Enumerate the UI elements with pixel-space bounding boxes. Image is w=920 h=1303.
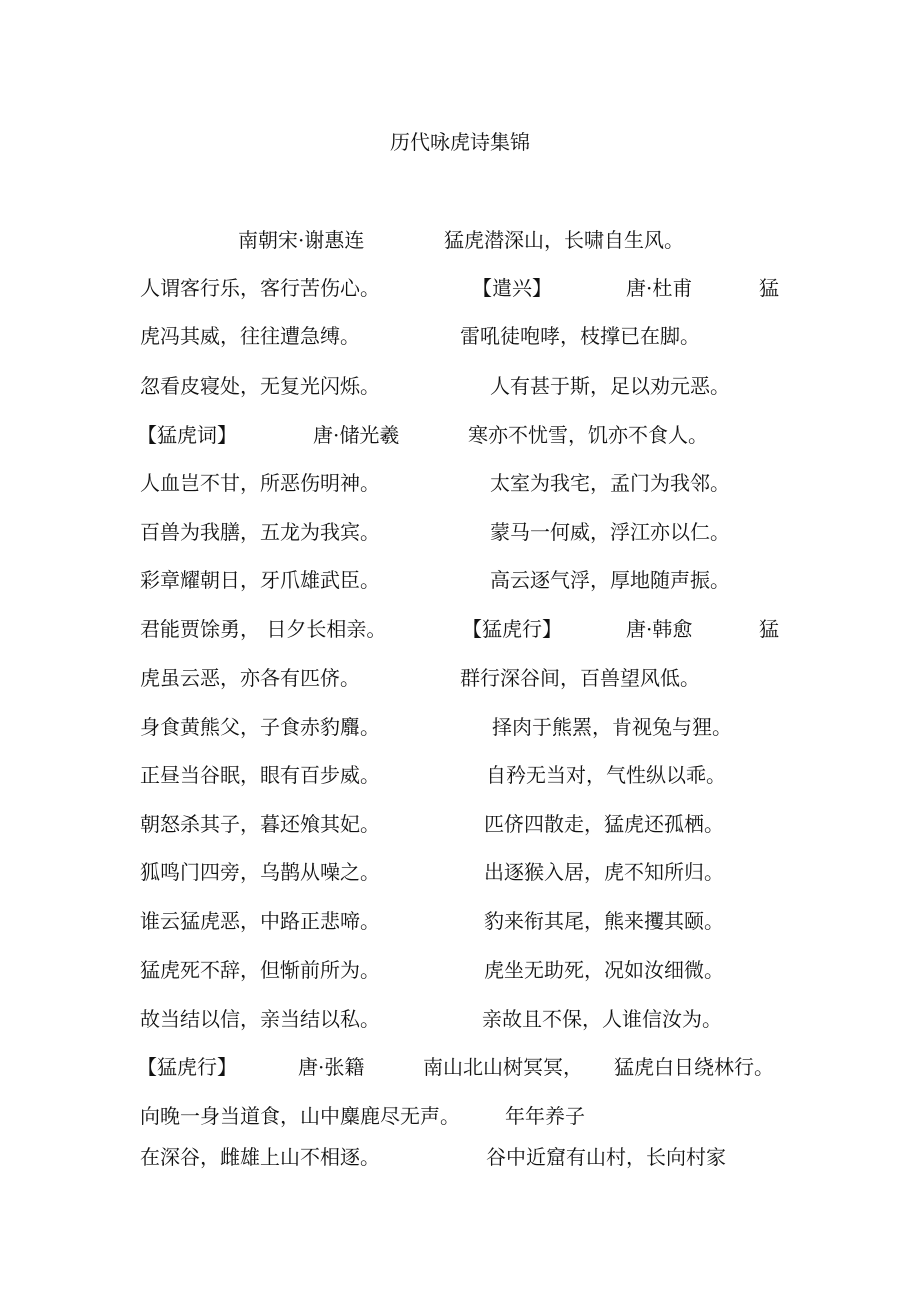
poem-title: 【猛虎行】 [462,617,562,641]
verse-text: 虎冯其威，往往遭急缚。 [140,324,360,348]
verse-text: 虎坐无助死，况如汝细微。 [484,958,724,982]
poem-line [0,1142,920,1172]
poem-line [0,565,920,595]
poem-line [0,468,920,498]
verse-text: 人谓客行乐，客行苦伤心。 [140,276,380,300]
poem-line [0,225,920,255]
verse-text: 亲故且不保，人谁信汝为。 [482,1007,722,1031]
poem-line [0,517,920,547]
verse-text: 在深谷，雌雄上山不相逐。 [140,1145,380,1169]
verse-text: 蒙马一何威，浮江亦以仁。 [490,520,730,544]
poem-line [0,1004,920,1034]
poem-line [0,955,920,985]
verse-text: 雷吼徒咆哮，枝撑已在脚。 [460,324,700,348]
verse-text: 正昼当谷眠，眼有百步威。 [140,763,380,787]
verse-text: 猛虎潜深山，长啸自生风。 [444,228,684,252]
author-attribution: 唐·储光羲 [313,423,400,447]
poem-line [0,857,920,887]
verse-text: 忽看皮寝处，无复光闪烁。 [140,374,380,398]
verse-text: 寒亦不忧雪，饥亦不食人。 [468,423,708,447]
author-attribution: 南朝宋·谢惠连 [238,228,365,252]
author-attribution: 唐·韩愈 [626,617,693,641]
verse-text: 群行深谷间，百兽望风低。 [460,666,700,690]
poem-line [0,614,920,644]
verse-text: 南山北山树冥冥， [423,1055,583,1079]
verse-text: 自矜无当对，气性纵以乖。 [486,763,726,787]
verse-text: 百兽为我膳，五龙为我宾。 [140,520,380,544]
verse-text: 人有甚于斯，足以劝元恶。 [490,374,730,398]
verse-text: 人血岂不甘，所恶伤明神。 [140,471,380,495]
verse-text: 豹来衔其尾，熊来攫其颐。 [484,909,724,933]
verse-text: 猛 [759,617,779,641]
poem-line [0,809,920,839]
poem-line [0,663,920,693]
verse-text: 太室为我宅，孟门为我邻。 [490,471,730,495]
verse-text: 匹侪四散走，猛虎还孤栖。 [484,812,724,836]
poem-title: 【遣兴】 [472,276,552,300]
verse-text: 故当结以信，亲当结以私。 [140,1007,380,1031]
verse-text: 高云逐气浮，厚地随声振。 [490,568,730,592]
verse-text: 君能贾馀勇， 日夕长相亲。 [140,617,387,641]
poem-title: 【猛虎词】 [137,423,237,447]
document-title: 历代咏虎诗集锦 [390,130,530,154]
poem-line [0,321,920,351]
verse-text: 谷中近窟有山村，长向村家 [486,1145,726,1169]
poem-line [0,1101,920,1131]
poem-line [0,371,920,401]
poem-line [0,1052,920,1082]
poem-line [0,906,920,936]
verse-text: 身食黄熊父，子食赤豹麛。 [140,715,380,739]
verse-text: 虎虽云恶，亦各有匹侪。 [140,666,360,690]
verse-text: 彩章耀朝日，牙爪雄武臣。 [140,568,380,592]
verse-text: 出逐猴入居，虎不知所归。 [484,860,724,884]
verse-text: 朝怒杀其子，暮还飧其妃。 [140,812,380,836]
poem-line [0,420,920,450]
verse-text: 猛虎死不辞，但惭前所为。 [140,958,380,982]
poem-title: 【猛虎行】 [137,1055,237,1079]
poem-line [0,760,920,790]
verse-text: 择肉于熊罴，肯视兔与狸。 [492,715,732,739]
poem-line [0,712,920,742]
verse-text: 猛虎白日绕林行。 [614,1055,774,1079]
author-attribution: 唐·杜甫 [626,276,693,300]
poem-line [0,273,920,303]
verse-text: 猛 [759,276,779,300]
verse-text: 向晚一身当道食，山中麋鹿尽无声。 [140,1104,460,1128]
verse-text: 年年养子 [505,1104,585,1128]
author-attribution: 唐·张籍 [298,1055,365,1079]
verse-text: 谁云猛虎恶，中路正悲啼。 [140,909,380,933]
verse-text: 狐鸣门四旁，乌鹊从噪之。 [140,860,380,884]
